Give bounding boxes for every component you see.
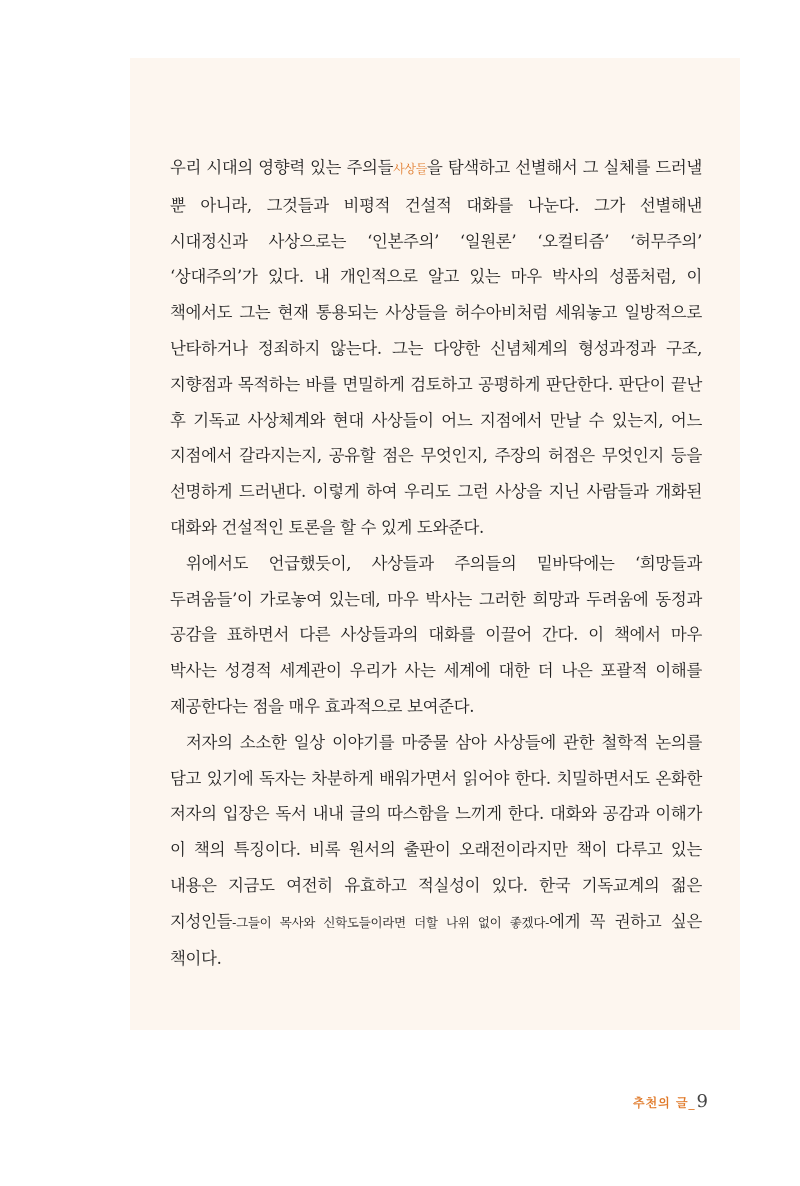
paragraph-1-start: 우리 시대의 영향력 있는 주의들 bbox=[170, 158, 394, 177]
body-text bbox=[170, 150, 702, 976]
inline-annotation: 사상들 bbox=[393, 162, 427, 176]
page-panel bbox=[130, 58, 740, 1030]
paragraph-2: 위에서도 언급했듯이, 사상들과 주의들의 밑바닥에는 ‘희망들과 두려움들’이 가로놓여 있는데, 마우 박사는 그러한 희망과 두려움에 동정과 공감을 표하면서 다른 사상들과의 대화를 이끌어 간다. 이 책에서 마우 박사는 성경적 세계관이 우리가 사는 세계에 대한 더 나은 포괄적 이해를 제공한다는 점을 매우 효과적으로 보여준다. bbox=[170, 553, 702, 716]
footer-separator: _ bbox=[688, 1096, 695, 1110]
paragraph-3 bbox=[170, 725, 702, 977]
page-footer bbox=[633, 1091, 708, 1112]
paragraph-3-end: 에게 꼭 권하고 싶은 책이다. bbox=[170, 911, 702, 968]
paragraph-1-rest: 을 탐색하고 선별해서 그 실체를 드러낼 뿐 아니라, 그것들과 비평적 건설적 대화를 나눈다. 그가 선별해낸 시대정신과 사상으로는 ‘인본주의’ ‘일원론’ ‘오컬티즘’ ‘허무주의’ ‘상대주의’가 있다. 내 개인적으로 알고 있는 마우 박사의 성품처럼, 이 책에서도 그는 현재 통용되는 사상들을 허수아비처럼 세워놓고 일방적으로 난타하거나 정죄하지 않는다. 그는 다양한 신념체계의 형성과정과 구조, 지향점과 목적하는 바를 면밀하게 검토하고 공평하게 판단한다. 판단이 끝난 후 기독교 사상체계와 현대 사상들이 어느 지점에서 만날 수 있는지, 어느 지점에서 갈라지는지, 공유할 점은 무엇인지, 주장의 허점은 무엇인지 등을 선명하게 드러낸다. 이렇게 하여 우리도 그런 사상을 지닌 사람들과 개화된 대화와 건설적인 토론을 할 수 있게 도와준다. bbox=[170, 158, 702, 537]
parenthetical-aside: -그들이 목사와 신학도들이라면 더할 나위 없이 좋겠다- bbox=[232, 914, 550, 930]
page-number: 9 bbox=[696, 1091, 708, 1112]
section-label: 추천의 글 bbox=[633, 1096, 689, 1110]
paragraph-1 bbox=[170, 150, 702, 546]
paragraph-3-start: 저자의 소소한 일상 이야기를 마중물 삼아 사상들에 관한 철학적 논의를 담고 있기에 독자는 차분하게 배워가면서 읽어야 한다. 치밀하면서도 온화한 저자의 입장은 독서 내내 글의 따스함을 느끼게 한다. 대화와 공감과 이해가 이 책의 특징이다. 비록 원서의 출판이 오래전이라지만 책이 다루고 있는 내용은 지금도 여전히 유효하고 적실성이 있다. 한국 기독교계의 젊은 지성인들 bbox=[170, 732, 702, 931]
